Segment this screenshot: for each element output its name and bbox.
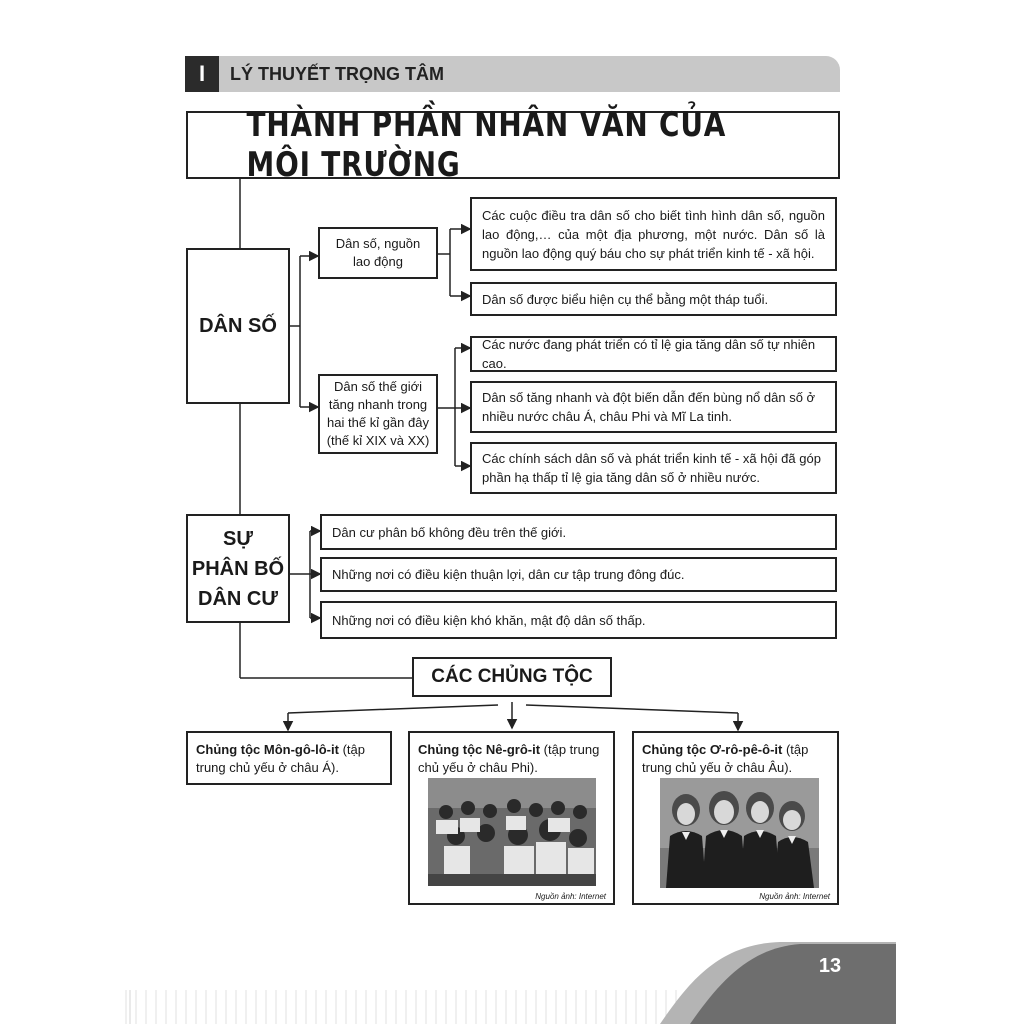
leaf-text: Các chính sách dân số và phát triển kinh tế - xã hội đã góp phần hạ thấp tỉ lệ gia tăng dân số ở nhiều nước. <box>482 451 821 485</box>
photo-credit: Nguồn ảnh: Internet <box>759 892 830 901</box>
category-phan-bo-dan-cu <box>186 514 290 623</box>
race-name: Chủng tộc Nê-grô-it <box>418 742 541 757</box>
leaf-item <box>470 336 837 372</box>
negroid-students-photo <box>428 778 596 886</box>
category-label-line: SỰ <box>223 527 253 550</box>
leaf-item <box>320 557 837 592</box>
category-dan-so <box>186 248 290 404</box>
race-mongoloid-box <box>186 731 392 785</box>
leaf-item <box>320 601 837 639</box>
category-chung-toc-label: CÁC CHỦNG TỘC <box>431 666 593 687</box>
race-desc: (tập trung chủ yếu ở châu Á). <box>196 742 365 775</box>
photo-credit: Nguồn ảnh: Internet <box>535 892 606 901</box>
section-title: LÝ THUYẾT TRỌNG TÂM <box>230 63 444 84</box>
leaf-text: Dân số được biểu hiện cụ thể bằng một tháp tuổi. <box>482 291 769 307</box>
sub-dan-so-lao-dong <box>318 227 438 279</box>
sub-dan-so-lao-dong-text: Dân số, nguồn lao động <box>335 236 421 269</box>
main-title: THÀNH PHẦN NHÂN VĂN CỦA MÔI TRƯỜNG <box>246 105 727 185</box>
leaf-item <box>470 381 837 433</box>
leaf-text: Các nước đang phát triển có tỉ lệ gia tăng dân số tự nhiên cao. <box>482 337 816 371</box>
category-label-line: DÂN CƯ <box>198 587 278 610</box>
leaf-item <box>320 514 837 550</box>
leaf-item <box>470 197 837 271</box>
europoid-students-photo <box>660 778 819 888</box>
race-desc: (tập trung chủ yếu ở châu Phi). <box>418 742 600 775</box>
sub-dan-so-the-gioi <box>318 374 438 454</box>
leaf-text: Dân số tăng nhanh và đột biến dẫn đến bùng nổ dân số ở nhiều nước châu Á, châu Phi và Mĩ La tinh. <box>482 390 816 424</box>
race-desc: (tập trung chủ yếu ở châu Âu). <box>642 742 809 775</box>
page-number: 13 <box>818 955 842 977</box>
leaf-text: Các cuộc điều tra dân số cho biết tình hình dân số, nguồn lao động,… của một địa phương, một nước. Dân số là nguồn lao động quý báu cho sự phát triển kinh tế - xã hội. <box>482 207 825 261</box>
category-chung-toc <box>412 657 612 697</box>
leaf-item <box>470 282 837 316</box>
leaf-text: Những nơi có điều kiện thuận lợi, dân cư tập trung đông đúc. <box>332 567 685 582</box>
race-name: Chủng tộc Ơ-rô-pê-ô-it <box>642 742 783 757</box>
section-number: I <box>185 56 219 92</box>
category-label-line: PHÂN BỐ <box>191 557 285 580</box>
leaf-item <box>470 442 837 494</box>
category-dan-so-label: DÂN SỐ <box>199 315 277 337</box>
leaf-text: Dân cư phân bố không đều trên thế giới. <box>332 524 567 540</box>
race-name: Chủng tộc Môn-gô-lô-it <box>196 742 339 757</box>
footer-decoration <box>0 940 1024 1024</box>
sub-dan-so-the-gioi-text: Dân số thế giới tăng nhanh trong hai thế kỉ gần đây (thế kỉ XIX và XX) <box>326 379 430 448</box>
leaf-text: Những nơi có điều kiện khó khăn, mật độ dân số thấp. <box>332 612 646 628</box>
